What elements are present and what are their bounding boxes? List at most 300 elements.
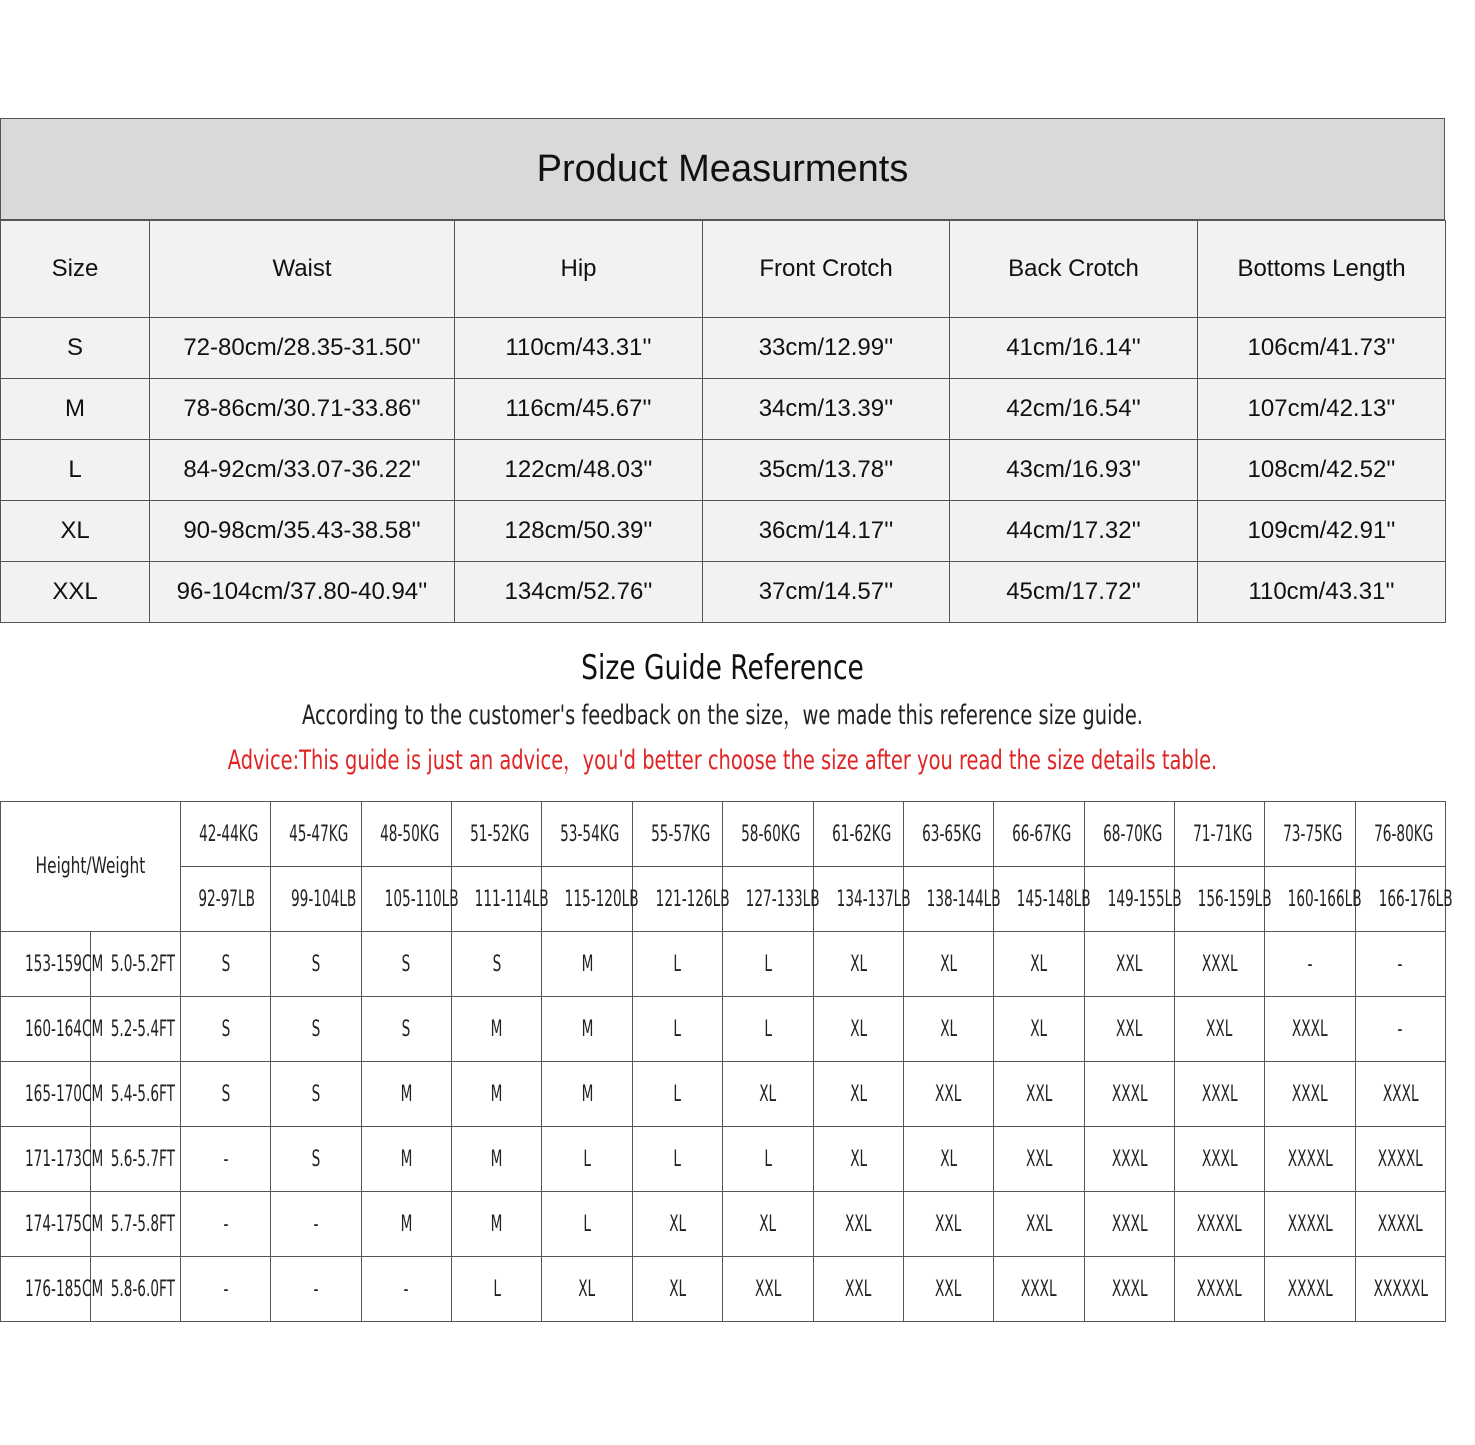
weight-kg-header-text: 68-70KG <box>1102 821 1162 847</box>
size-cell <box>994 1192 1084 1257</box>
height-ft-cell-text: 5.2-5.4FT <box>110 1016 175 1042</box>
weight-lb-header-text: 92-97LB <box>198 886 255 912</box>
weight-kg-header-text: 73-75KG <box>1283 821 1343 847</box>
size-cell-text: XXXL <box>1111 1146 1148 1172</box>
weight-lb-header-text: 99-104LB <box>291 886 357 912</box>
size-cell-text: XXL <box>935 1211 962 1237</box>
measurements-header-row <box>1 221 1446 318</box>
height-ft-cell-text: 5.4-5.6FT <box>110 1081 175 1107</box>
weight-lb-header-text: 115-120LB <box>565 886 640 912</box>
weight-lb-header-text: 160-166LB <box>1287 886 1362 912</box>
weight-kg-header-text: 61-62KG <box>831 821 891 847</box>
size-cell <box>632 997 722 1062</box>
size-cell <box>361 932 451 997</box>
table-row <box>1 501 1446 562</box>
size-cell-text: XXXL <box>1292 1081 1328 1107</box>
weight-lb-header-text: 111-114LB <box>474 886 549 912</box>
size-cell <box>452 1127 542 1192</box>
size-cell <box>542 1192 632 1257</box>
size-cell <box>813 932 903 997</box>
size-guide-advice: Advice:This guide is just an advice，you'd better choose the size after you read the size details table. <box>227 745 1218 776</box>
size-cell <box>452 1062 542 1127</box>
size-cell <box>181 1192 271 1257</box>
size-cell <box>994 997 1084 1062</box>
size-cell-text: XXL <box>935 1081 962 1107</box>
size-cell-text: L <box>673 1081 682 1107</box>
size-cell-text: S <box>311 1146 321 1172</box>
size-cell-text: XXL <box>1116 951 1143 977</box>
weight-kg-header-text: 76-80KG <box>1373 821 1433 847</box>
weight-kg-header <box>271 802 361 867</box>
weight-kg-header-text: 55-57KG <box>650 821 711 847</box>
weight-lb-header <box>1174 867 1272 932</box>
size-cell <box>1084 997 1174 1062</box>
size-cell-text: - <box>223 1276 229 1302</box>
size-cell-text: XXXL <box>1201 1081 1238 1107</box>
size-guide-table <box>0 801 1453 1322</box>
size-cell <box>1355 1062 1445 1127</box>
measurement-cell: 134cm/52.76'' <box>455 562 703 623</box>
size-cell-text: L <box>673 1016 682 1042</box>
size-cell-text: XXXXL <box>1377 1146 1423 1172</box>
size-cell <box>271 1192 361 1257</box>
size-cell-text: XL <box>759 1081 777 1107</box>
measurements-table <box>0 220 1446 623</box>
size-cell-text: XL <box>669 1211 686 1237</box>
measurement-cell: 108cm/42.52'' <box>1198 440 1446 501</box>
size-cell <box>452 997 542 1062</box>
height-ft-cell <box>91 1127 181 1192</box>
column-header: Size <box>1 221 150 318</box>
size-cell-text: M <box>400 1146 413 1172</box>
size-cell-text: XL <box>940 1146 958 1172</box>
column-header: Bottoms Length <box>1198 221 1446 318</box>
size-cell <box>632 932 722 997</box>
size-cell <box>1265 1192 1355 1257</box>
size-cell <box>271 932 361 997</box>
size-cell <box>1174 1127 1264 1192</box>
weight-lb-header-text: 166-176LB <box>1378 886 1453 912</box>
size-cell-text: XXL <box>935 1276 962 1302</box>
weight-lb-header <box>271 867 361 932</box>
weight-lb-header-text: 105-110LB <box>384 886 459 912</box>
weight-lb-header <box>1084 867 1182 932</box>
size-cell-text: XXXXL <box>1287 1146 1333 1172</box>
column-header: Hip <box>455 221 703 318</box>
size-cell <box>542 1062 632 1127</box>
size-cell <box>632 1257 722 1322</box>
size-cell <box>813 997 903 1062</box>
size-cell-text: XXL <box>1206 1016 1233 1042</box>
size-cell <box>994 932 1084 997</box>
weight-kg-header <box>723 802 813 867</box>
size-cell: XL <box>1 501 150 562</box>
height-ft-cell-text: 5.7-5.8FT <box>110 1211 175 1237</box>
size-cell <box>452 1257 542 1322</box>
size-cell <box>903 1062 993 1127</box>
weight-lb-header <box>994 867 1091 932</box>
size-cell-text: M <box>581 1016 594 1042</box>
size-cell <box>903 1192 993 1257</box>
weight-lb-header <box>452 867 549 932</box>
size-cell-text: XL <box>759 1211 777 1237</box>
height-ft-cell <box>91 1192 181 1257</box>
measurement-cell: 35cm/13.78'' <box>703 440 950 501</box>
size-cell <box>271 997 361 1062</box>
height-cm-cell <box>1 1192 104 1257</box>
size-cell <box>1174 1192 1264 1257</box>
product-measurements-section <box>0 118 1445 623</box>
size-cell <box>1265 1127 1355 1192</box>
size-cell-text: M <box>490 1016 503 1042</box>
size-cell-text: S <box>221 1081 231 1107</box>
size-cell <box>452 932 542 997</box>
weight-lb-header-text: 156-159LB <box>1197 886 1272 912</box>
size-cell <box>1084 932 1174 997</box>
measurement-cell: 44cm/17.32'' <box>950 501 1198 562</box>
table-row <box>1 997 1446 1062</box>
size-cell-text: XXXXL <box>1197 1211 1243 1237</box>
table-row <box>1 1192 1446 1257</box>
table-row <box>1 562 1446 623</box>
size-cell-text: L <box>583 1146 591 1172</box>
height-weight-label <box>1 802 181 932</box>
size-cell <box>361 1257 451 1322</box>
weight-lb-header-text: 121-126LB <box>655 886 730 912</box>
size-cell <box>1084 1127 1174 1192</box>
size-cell: S <box>1 318 150 379</box>
measurement-cell: 41cm/16.14'' <box>950 318 1198 379</box>
measurement-cell: 128cm/50.39'' <box>455 501 703 562</box>
height-ft-cell-text: 5.6-5.7FT <box>110 1146 175 1172</box>
height-weight-label-text: Height/Weight <box>35 854 146 879</box>
size-cell <box>452 1192 542 1257</box>
size-cell <box>1174 997 1264 1062</box>
size-cell-text: S <box>221 951 231 977</box>
weight-lb-header <box>813 867 911 932</box>
size-cell <box>723 997 813 1062</box>
measurements-title: Product Measurments <box>0 118 1445 220</box>
measurement-cell: 45cm/17.72'' <box>950 562 1198 623</box>
size-cell-text: L <box>673 1146 682 1172</box>
table-row <box>1 1127 1446 1192</box>
size-cell <box>542 1257 632 1322</box>
table-row <box>1 932 1446 997</box>
size-cell <box>632 1062 722 1127</box>
measurement-cell: 96-104cm/37.80-40.94'' <box>150 562 455 623</box>
size-cell <box>1265 932 1355 997</box>
weight-lb-header-text: 134-137LB <box>836 886 911 912</box>
size-cell <box>813 1127 903 1192</box>
size-cell-text: - <box>1397 1016 1403 1042</box>
measurement-cell: 109cm/42.91'' <box>1198 501 1446 562</box>
size-cell-text: - <box>1397 951 1403 977</box>
size-cell-text: XXXL <box>1201 951 1238 977</box>
size-cell-text: XXXL <box>1382 1081 1419 1107</box>
measurement-cell: 116cm/45.67'' <box>455 379 703 440</box>
size-cell <box>1084 1257 1174 1322</box>
size-cell <box>903 1257 993 1322</box>
weight-kg-header-text: 48-50KG <box>379 821 440 847</box>
size-cell-text: XXL <box>845 1211 872 1237</box>
size-cell <box>1355 1127 1445 1192</box>
size-cell-text: XL <box>1030 1016 1048 1042</box>
size-cell <box>994 1062 1084 1127</box>
size-cell-text: XL <box>849 1081 867 1107</box>
size-cell <box>723 1257 813 1322</box>
weight-kg-header-text: 51-52KG <box>470 821 530 847</box>
size-cell-text: XXXL <box>1111 1211 1148 1237</box>
height-cm-cell-text: 171-173CM <box>24 1146 104 1172</box>
weight-kg-header <box>1355 802 1445 867</box>
weight-lb-row <box>1 867 1446 932</box>
weight-kg-header <box>1174 802 1264 867</box>
size-cell-text: - <box>223 1211 229 1237</box>
size-cell <box>181 1127 271 1192</box>
size-cell <box>723 1062 813 1127</box>
size-cell-text: L <box>764 951 772 977</box>
size-cell <box>1355 1192 1445 1257</box>
size-cell-text: XL <box>849 1146 867 1172</box>
size-cell-text: XL <box>940 1016 958 1042</box>
weight-lb-header-text: 145-148LB <box>1016 886 1091 912</box>
size-cell <box>1265 997 1355 1062</box>
weight-lb-header-text: 127-133LB <box>745 886 820 912</box>
size-cell <box>632 1127 722 1192</box>
measurement-cell: 34cm/13.39'' <box>703 379 950 440</box>
size-cell-text: M <box>490 1211 503 1237</box>
size-cell-text: - <box>313 1211 319 1237</box>
size-cell-text: XXXXXL <box>1373 1276 1428 1302</box>
weight-lb-header-text: 138-144LB <box>926 886 1001 912</box>
size-cell-text: XXL <box>1025 1211 1053 1237</box>
measurement-cell: 33cm/12.99'' <box>703 318 950 379</box>
weight-lb-header <box>181 867 271 932</box>
size-cell <box>632 1192 722 1257</box>
table-row <box>1 1062 1446 1127</box>
size-cell-text: XL <box>940 951 958 977</box>
measurement-cell: 84-92cm/33.07-36.22'' <box>150 440 455 501</box>
size-cell <box>1355 1257 1445 1322</box>
size-cell-text: - <box>313 1276 319 1302</box>
size-cell <box>903 997 993 1062</box>
weight-lb-header-text: 149-155LB <box>1107 886 1182 912</box>
size-cell <box>361 1127 451 1192</box>
size-cell-text: M <box>581 1081 594 1107</box>
size-cell-text: XL <box>849 951 867 977</box>
height-cm-cell <box>1 1127 104 1192</box>
size-cell <box>1084 1192 1174 1257</box>
weight-kg-row <box>1 802 1446 867</box>
height-cm-cell-text: 176-185CM <box>24 1276 104 1302</box>
size-cell-text: M <box>490 1081 503 1107</box>
size-cell <box>1174 1257 1264 1322</box>
size-cell <box>542 932 632 997</box>
size-cell <box>903 1127 993 1192</box>
size-cell-text: XXXL <box>1111 1081 1148 1107</box>
size-cell-text: XXXXL <box>1377 1211 1423 1237</box>
height-ft-cell <box>91 1257 181 1322</box>
height-cm-cell <box>1 1062 104 1127</box>
size-cell: M <box>1 379 150 440</box>
size-cell-text: L <box>764 1146 772 1172</box>
measurement-cell: 107cm/42.13'' <box>1198 379 1446 440</box>
size-cell <box>542 997 632 1062</box>
size-cell-text: L <box>673 951 682 977</box>
size-cell <box>723 1192 813 1257</box>
size-cell <box>1174 1062 1264 1127</box>
size-cell: XXL <box>1 562 150 623</box>
size-cell-text: M <box>581 951 594 977</box>
measurement-cell: 110cm/43.31'' <box>1198 562 1446 623</box>
weight-kg-header-text: 63-65KG <box>922 821 982 847</box>
height-cm-cell-text: 165-170CM <box>24 1081 104 1107</box>
size-cell <box>723 1127 813 1192</box>
weight-kg-header <box>994 802 1084 867</box>
size-guide-description: According to the customer's feedback on the size，we made this reference size guide. <box>302 700 1143 731</box>
weight-kg-header-text: 45-47KG <box>289 821 349 847</box>
size-cell-text: M <box>400 1081 413 1107</box>
size-cell <box>361 1062 451 1127</box>
column-header: Waist <box>150 221 455 318</box>
weight-kg-header <box>813 802 903 867</box>
weight-lb-header <box>903 867 1001 932</box>
size-cell: L <box>1 440 150 501</box>
weight-kg-header <box>361 802 451 867</box>
measurement-cell: 37cm/14.57'' <box>703 562 950 623</box>
height-cm-cell <box>1 1257 104 1322</box>
size-cell <box>813 1062 903 1127</box>
column-header: Back Crotch <box>950 221 1198 318</box>
weight-kg-header-text: 58-60KG <box>741 821 801 847</box>
size-cell-text: XXL <box>754 1276 781 1302</box>
weight-lb-header <box>632 867 730 932</box>
size-cell <box>813 1257 903 1322</box>
size-cell-text: M <box>490 1146 503 1172</box>
measurement-cell: 72-80cm/28.35-31.50'' <box>150 318 455 379</box>
size-cell-text: XXL <box>1025 1081 1053 1107</box>
measurement-cell: 36cm/14.17'' <box>703 501 950 562</box>
size-cell <box>1355 932 1445 997</box>
size-cell <box>181 1062 271 1127</box>
size-cell-text: XL <box>849 1016 867 1042</box>
size-cell <box>1265 1257 1355 1322</box>
size-cell-text: S <box>402 951 411 977</box>
weight-kg-header-text: 42-44KG <box>199 821 259 847</box>
measurement-cell: 43cm/16.93'' <box>950 440 1198 501</box>
table-row <box>1 379 1446 440</box>
size-cell <box>994 1257 1084 1322</box>
size-cell-text: XXXL <box>1111 1276 1148 1302</box>
size-guide-header <box>0 628 1445 784</box>
height-cm-cell-text: 174-175CM <box>24 1211 104 1237</box>
height-cm-cell <box>1 932 104 997</box>
weight-kg-header <box>1084 802 1174 867</box>
weight-kg-header <box>632 802 722 867</box>
size-cell-text: XL <box>1030 951 1048 977</box>
measurement-cell: 122cm/48.03'' <box>455 440 703 501</box>
table-row <box>1 1257 1446 1322</box>
table-row <box>1 318 1446 379</box>
weight-kg-header <box>903 802 993 867</box>
size-cell-text: XXXXL <box>1287 1211 1333 1237</box>
size-cell <box>271 1257 361 1322</box>
size-cell <box>181 997 271 1062</box>
weight-kg-header-text: 53-54KG <box>560 821 620 847</box>
measurement-cell: 78-86cm/30.71-33.86'' <box>150 379 455 440</box>
size-cell-text: - <box>1307 951 1313 977</box>
weight-kg-header-text: 66-67KG <box>1012 821 1072 847</box>
weight-kg-header <box>452 802 542 867</box>
size-cell-text: S <box>311 1081 321 1107</box>
height-ft-cell <box>91 1062 181 1127</box>
size-cell-text: XL <box>669 1276 686 1302</box>
size-cell <box>1265 1062 1355 1127</box>
size-cell-text: - <box>223 1146 229 1172</box>
height-ft-cell <box>91 932 181 997</box>
size-cell-text: XXXL <box>1292 1016 1328 1042</box>
size-cell <box>1174 932 1264 997</box>
size-cell-text: S <box>311 951 321 977</box>
size-cell-text: XXXXL <box>1197 1276 1243 1302</box>
column-header: Front Crotch <box>703 221 950 318</box>
table-row <box>1 440 1446 501</box>
size-cell-text: L <box>583 1211 591 1237</box>
height-ft-cell <box>91 997 181 1062</box>
size-cell <box>542 1127 632 1192</box>
size-cell <box>361 1192 451 1257</box>
weight-lb-header <box>1355 867 1453 932</box>
size-cell-text: XXXL <box>1021 1276 1057 1302</box>
size-cell <box>181 932 271 997</box>
size-cell-text: S <box>221 1016 231 1042</box>
size-cell-text: L <box>764 1016 772 1042</box>
size-cell <box>903 932 993 997</box>
height-ft-cell-text: 5.8-6.0FT <box>110 1276 175 1302</box>
size-guide-title: Size Guide Reference <box>581 648 864 688</box>
size-cell <box>1355 997 1445 1062</box>
weight-lb-header <box>542 867 640 932</box>
size-cell <box>813 1192 903 1257</box>
size-cell <box>723 932 813 997</box>
measurement-cell: 110cm/43.31'' <box>455 318 703 379</box>
height-cm-cell-text: 160-164CM <box>24 1016 104 1042</box>
size-cell <box>181 1257 271 1322</box>
measurement-cell: 42cm/16.54'' <box>950 379 1198 440</box>
size-cell-text: S <box>402 1016 411 1042</box>
weight-lb-header <box>1265 867 1362 932</box>
height-cm-cell-text: 153-159CM <box>24 951 104 977</box>
size-cell <box>994 1127 1084 1192</box>
size-cell-text: L <box>492 1276 501 1302</box>
size-cell-text: S <box>492 951 502 977</box>
weight-kg-header <box>1265 802 1355 867</box>
size-cell <box>271 1062 361 1127</box>
weight-lb-header <box>723 867 820 932</box>
size-cell-text: XXL <box>1116 1016 1143 1042</box>
size-cell-text: - <box>403 1276 409 1302</box>
size-cell-text: XXXL <box>1201 1146 1238 1172</box>
measurement-cell: 106cm/41.73'' <box>1198 318 1446 379</box>
size-cell <box>1084 1062 1174 1127</box>
size-cell-text: M <box>400 1211 413 1237</box>
weight-kg-header <box>181 802 271 867</box>
weight-kg-header-text: 71-71KG <box>1193 821 1253 847</box>
size-cell <box>271 1127 361 1192</box>
measurement-cell: 90-98cm/35.43-38.58'' <box>150 501 455 562</box>
height-ft-cell-text: 5.0-5.2FT <box>110 951 175 977</box>
weight-kg-header <box>542 802 632 867</box>
